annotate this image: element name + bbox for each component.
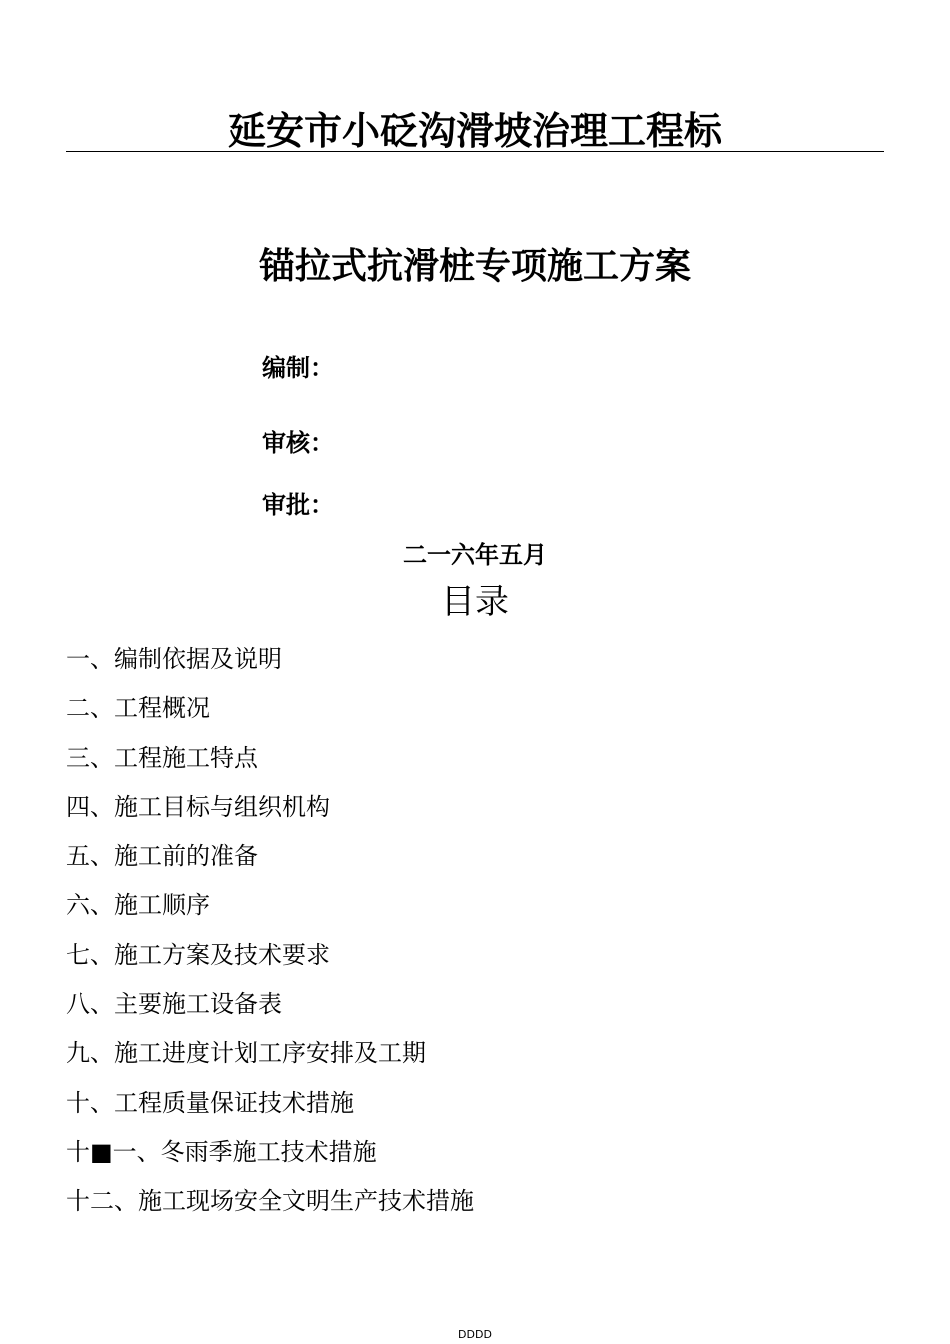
document-title: 延安市小砭沟滑坡治理工程标 bbox=[227, 109, 722, 153]
toc-item[interactable]: 四、施工目标与组织机构 bbox=[66, 792, 330, 821]
document-subtitle: 锚拉式抗滑桩专项施工方案 bbox=[258, 246, 691, 287]
toc-item[interactable]: 七、施工方案及技术要求 bbox=[66, 940, 330, 969]
page-footer: DDDD bbox=[458, 1328, 492, 1341]
toc-item[interactable]: 十二、施工现场安全文明生产技术措施 bbox=[66, 1187, 474, 1216]
compiled-by-label: 编制： bbox=[262, 354, 334, 382]
document-date: 二一六年五月 bbox=[403, 541, 547, 569]
toc-item[interactable]: 三、工程施工特点 bbox=[66, 743, 258, 772]
approved-by-label: 审批： bbox=[262, 491, 334, 519]
toc-heading: 目录 bbox=[441, 582, 509, 622]
toc-item[interactable]: 九、施工进度计划工序安排及工期 bbox=[66, 1039, 426, 1068]
toc-item[interactable]: 二、工程概况 bbox=[66, 694, 210, 723]
toc-item[interactable]: 十■一、冬雨季施工技术措施 bbox=[66, 1137, 377, 1166]
toc-item[interactable]: 八、主要施工设备表 bbox=[66, 990, 282, 1019]
toc-item[interactable]: 五、施工前的准备 bbox=[66, 842, 258, 871]
toc-item[interactable]: 一、编制依据及说明 bbox=[66, 645, 282, 673]
title-underline bbox=[66, 151, 884, 152]
reviewed-by-label: 审核： bbox=[262, 429, 334, 457]
table-of-contents bbox=[66, 640, 474, 1232]
toc-item[interactable]: 六、施工顺序 bbox=[66, 891, 210, 920]
toc-item[interactable]: 十、工程质量保证技术措施 bbox=[66, 1088, 354, 1117]
